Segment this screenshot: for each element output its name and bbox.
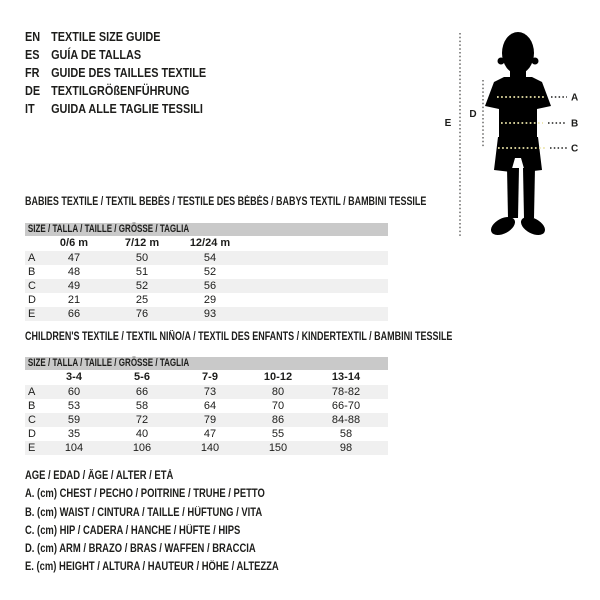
legend-waist: B. (cm) WAIST / CINTURA / TAILLE / HÜFTUNG / VITA xyxy=(25,506,263,519)
cell: 93 xyxy=(203,308,217,320)
label-a: A xyxy=(571,92,579,104)
cell: 140 xyxy=(200,442,220,454)
table-row xyxy=(25,385,388,399)
cell: 64 xyxy=(203,400,217,412)
cell: 80 xyxy=(271,386,285,398)
children-col-10-12: 10-12 xyxy=(263,371,293,383)
cell: 21 xyxy=(67,294,81,306)
table-row xyxy=(25,399,388,413)
cell: 48 xyxy=(67,266,81,278)
cell: 58 xyxy=(135,400,149,412)
label-e: E xyxy=(444,118,452,129)
lang-row-it xyxy=(25,100,206,118)
cell: 60 xyxy=(67,386,81,398)
children-section-title: CHILDREN'S TEXTILE / TEXTIL NIÑO/A / TEXTIL DES ENFANTS / KINDERTEXTIL / BAMBINI TESSILE xyxy=(25,331,453,343)
cell: 35 xyxy=(67,428,81,440)
lang-label: GUIDE DES TAILLES TEXTILE xyxy=(51,66,207,80)
cell: 50 xyxy=(135,252,149,264)
cell: 47 xyxy=(203,428,217,440)
cell: 51 xyxy=(135,266,149,278)
table-row xyxy=(25,413,388,427)
cell: 52 xyxy=(203,266,217,278)
table-row xyxy=(25,293,388,307)
lang-label: TEXTILE SIZE GUIDE xyxy=(51,30,161,44)
cell: 76 xyxy=(135,308,149,320)
table-row xyxy=(25,307,388,321)
cell: 106 xyxy=(132,442,152,454)
cell: 70 xyxy=(271,400,285,412)
row-label: E xyxy=(28,308,36,320)
cell: 84-88 xyxy=(331,414,361,426)
child-silhouette-figure xyxy=(440,20,600,240)
legend-height: E. (cm) HEIGHT / ALTURA / HAUTEUR / HÖHE / ALTEZZA xyxy=(25,561,279,574)
lang-code: EN xyxy=(25,30,41,44)
label-d: D xyxy=(469,109,477,120)
label-b: B xyxy=(571,118,579,130)
legend-arm: D. (cm) ARM / BRAZO / BRAS / WAFFEN / BRACCIA xyxy=(25,543,256,556)
language-title-list xyxy=(25,28,233,118)
babies-table-header-label: SIZE / TALLA / TAILLE / GRÖSSE / TAGLIA xyxy=(27,223,190,235)
babies-table-header xyxy=(25,223,388,236)
legend-chest: A. (cm) CHEST / PECHO / POITRINE / TRUHE / PETTO xyxy=(25,488,265,501)
cell: 25 xyxy=(135,294,149,306)
table-row xyxy=(25,251,388,265)
cell: 66 xyxy=(67,308,81,320)
cell: 86 xyxy=(271,414,285,426)
babies-section-title: BABIES TEXTILE / TEXTIL BEBÉS / TESTILE DES BÉBÉS / BABYS TEXTIL / BAMBINI TESSILE xyxy=(25,196,427,208)
row-label: C xyxy=(28,280,36,292)
lang-code: DE xyxy=(25,84,41,98)
lang-row-de xyxy=(25,82,206,100)
row-label: D xyxy=(28,428,36,440)
cell: 53 xyxy=(67,400,81,412)
legend-age: AGE / EDAD / ÂGE / ALTER / ETÀ xyxy=(25,470,174,482)
table-row xyxy=(25,265,388,279)
cell: 79 xyxy=(203,414,217,426)
lang-row-fr xyxy=(25,64,206,82)
cell: 40 xyxy=(135,428,149,440)
lang-label: TEXTILGRÖßENFÜHRUNG xyxy=(51,84,190,98)
children-size-columns xyxy=(25,370,388,385)
row-label: B xyxy=(28,266,36,278)
child-silhouette xyxy=(485,32,551,239)
children-col-3-4: 3-4 xyxy=(66,371,82,383)
children-col-13-14: 13-14 xyxy=(331,371,361,383)
babies-size-table xyxy=(25,223,388,321)
cell: 58 xyxy=(339,428,353,440)
measurement-legend xyxy=(25,470,334,580)
row-label: E xyxy=(28,442,36,454)
lang-label: GUIDA ALLE TAGLIE TESSILI xyxy=(51,102,203,116)
babies-col-0-6m: 0/6 m xyxy=(59,237,89,249)
row-label: B xyxy=(28,400,36,412)
legend-hip: C. (cm) HIP / CADERA / HANCHE / HÜFTE / HIPS xyxy=(25,524,241,537)
cell: 59 xyxy=(67,414,81,426)
lang-code: FR xyxy=(25,66,40,80)
cell: 78-82 xyxy=(331,386,361,398)
children-col-5-6: 5-6 xyxy=(134,371,150,383)
row-label: D xyxy=(28,294,36,306)
cell: 55 xyxy=(271,428,285,440)
table-row xyxy=(25,279,388,293)
cell: 66-70 xyxy=(331,400,361,412)
cell: 104 xyxy=(64,442,84,454)
row-label: A xyxy=(28,252,36,264)
cell: 66 xyxy=(135,386,149,398)
babies-size-columns xyxy=(25,236,388,251)
lang-label: GUÍA DE TALLAS xyxy=(51,48,142,62)
cell: 72 xyxy=(135,414,149,426)
row-label: C xyxy=(28,414,36,426)
cell: 73 xyxy=(203,386,217,398)
lang-row-es xyxy=(25,46,206,64)
cell: 47 xyxy=(67,252,81,264)
cell: 54 xyxy=(203,252,217,264)
lang-code: ES xyxy=(25,48,40,62)
children-table-header xyxy=(25,357,388,370)
babies-col-12-24m: 12/24 m xyxy=(189,237,231,249)
table-row xyxy=(25,427,388,441)
cell: 150 xyxy=(268,442,288,454)
children-table-header-label: SIZE / TALLA / TAILLE / GRÖSSE / TAGLIA xyxy=(27,357,190,369)
lang-code: IT xyxy=(25,102,35,116)
cell: 49 xyxy=(67,280,81,292)
row-label: A xyxy=(28,386,36,398)
label-c: C xyxy=(571,143,579,155)
cell: 52 xyxy=(135,280,149,292)
children-col-7-9: 7-9 xyxy=(202,371,218,383)
cell: 56 xyxy=(203,280,217,292)
lang-row-en xyxy=(25,28,206,46)
table-row xyxy=(25,441,388,455)
children-size-table xyxy=(25,357,388,455)
cell: 29 xyxy=(203,294,217,306)
cell: 98 xyxy=(339,442,353,454)
babies-col-7-12m: 7/12 m xyxy=(124,237,160,249)
